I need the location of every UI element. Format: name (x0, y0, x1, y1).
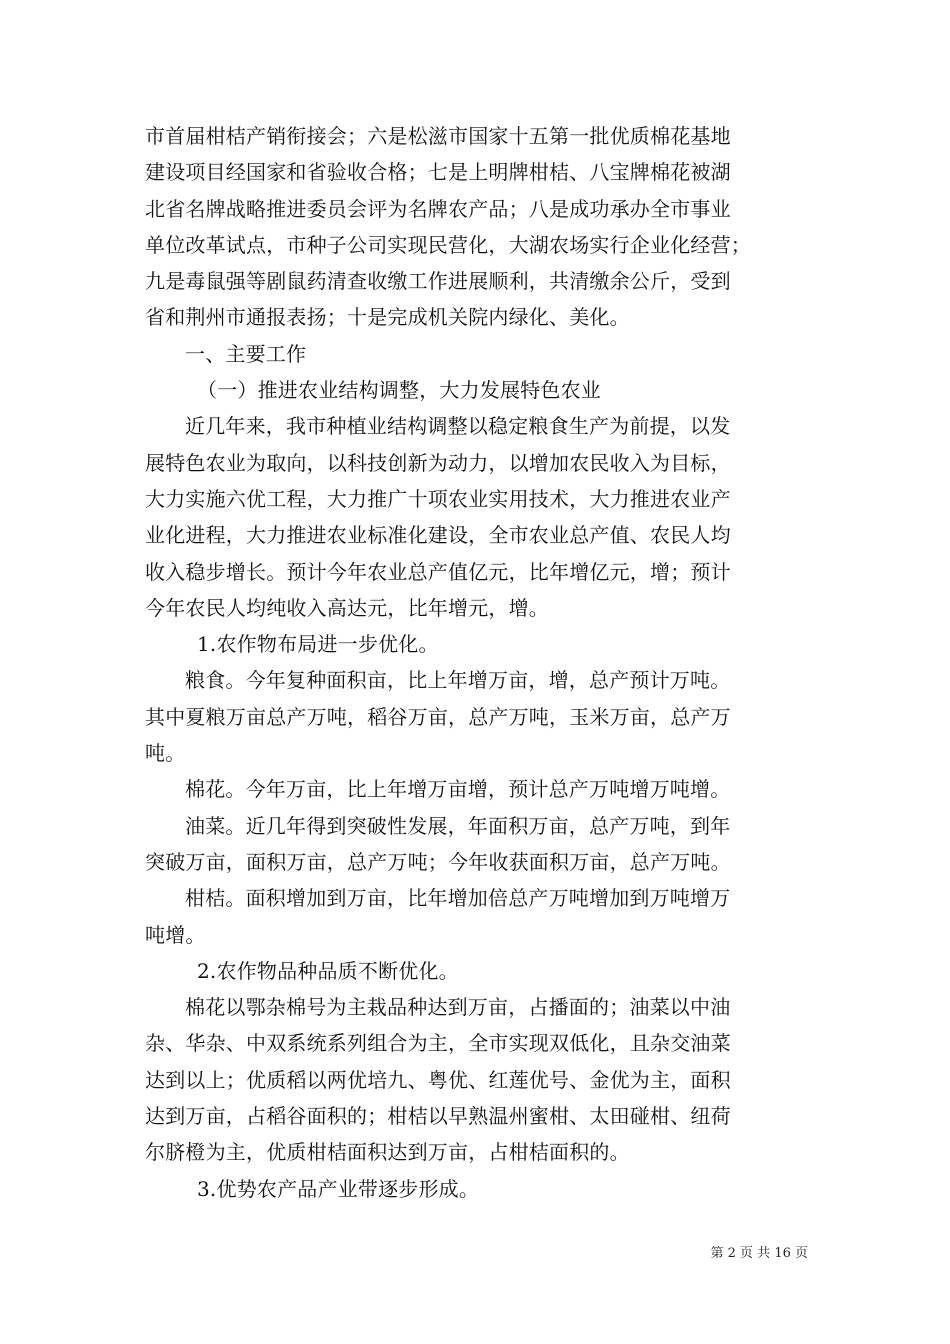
page-number: 第 2 页 共 16 页 (710, 1246, 808, 1261)
document-body (145, 118, 810, 1207)
text-line: 近几年来，我市种植业结构调整以稳定粮食生产为前提，以发 (185, 414, 731, 439)
text-line: 柑桔。面积增加到万亩，比年增加倍总产万吨增加到万吨增万 (185, 886, 731, 911)
text-line: 北省名牌战略推进委员会评为名牌农产品；八是成功承办全市事业 (145, 196, 731, 221)
section-heading: 一、主要工作 (185, 341, 307, 366)
text-line: 市首届柑桔产销衔接会；六是松滋市国家十五第一批优质棉花基地 (145, 124, 731, 148)
text-line: 达到万亩，占稻谷面积的；柑桔以早熟温州蜜柑、太田碰柑、纽荷 (145, 1104, 731, 1129)
text-line: 单位改革试点，市种子公司实现民营化，大湖农场实行企业化经营； (145, 232, 751, 257)
text-line: 杂、华杂、中双系统系列组合为主，全市实现双低化，且杂交油菜 (145, 1031, 731, 1056)
text-line: 粮食。今年复种面积亩，比上年增万亩，增，总产预计万吨。 (185, 668, 731, 693)
text-line: 今年农民人均纯收入高达元，比年增元，增。 (145, 595, 549, 620)
text-line: 棉花以鄂杂棉号为主栽品种达到万亩，占播面的；油菜以中油 (185, 995, 731, 1020)
text-line: 收入稳步增长。预计今年农业总产值亿元，比年增亿元，增；预计 (145, 559, 731, 584)
text-line: 九是毒鼠强等剧鼠药清查收缴工作进展顺利，共清缴余公斤，受到 (145, 269, 731, 294)
text-line: 业化进程，大力推进农业标准化建设，全市农业总产值、农民人均 (145, 523, 731, 548)
text-line: 吨增。 (145, 922, 206, 947)
subsection-heading: （一）推进农业结构调整，大力发展特色农业 (197, 378, 601, 403)
text-line: 其中夏粮万亩总产万吨，稻谷万亩，总产万吨，玉米万亩，总产万 (145, 704, 731, 729)
numbered-heading: 2.农作物品种品质不断优化。 (197, 958, 459, 983)
text-line: 大力实施六优工程，大力推广十项农业实用技术，大力推进农业产 (145, 486, 731, 511)
numbered-heading: 1.农作物布局进一步优化。 (197, 632, 439, 657)
text-line: 尔脐橙为主，优质柑桔面积达到万亩，占柑桔面积的。 (145, 1140, 630, 1165)
numbered-heading: 3.优势农产品产业带逐步形成。 (197, 1176, 480, 1201)
text-line: 油菜。近几年得到突破性发展，年面积万亩，总产万吨，到年 (185, 813, 731, 838)
text-line: 达到以上；优质稻以两优培九、粤优、红莲优号、金优为主，面积 (145, 1067, 731, 1092)
text-line: 展特色农业为取向，以科技创新为动力，以增加农民收入为目标， (145, 450, 731, 475)
text-line: 突破万亩，面积万亩，总产万吨；今年收获面积万亩，总产万吨。 (145, 849, 731, 874)
text-line: 建设项目经国家和省验收合格；七是上明牌柑桔、八宝牌棉花被湖 (145, 160, 731, 185)
text-line: 省和荆州市通报表扬；十是完成机关院内绿化、美化。 (145, 305, 630, 330)
text-line: 吨。 (145, 741, 186, 766)
text-line: 棉花。今年万亩，比上年增万亩增，预计总产万吨增万吨增。 (185, 777, 731, 802)
